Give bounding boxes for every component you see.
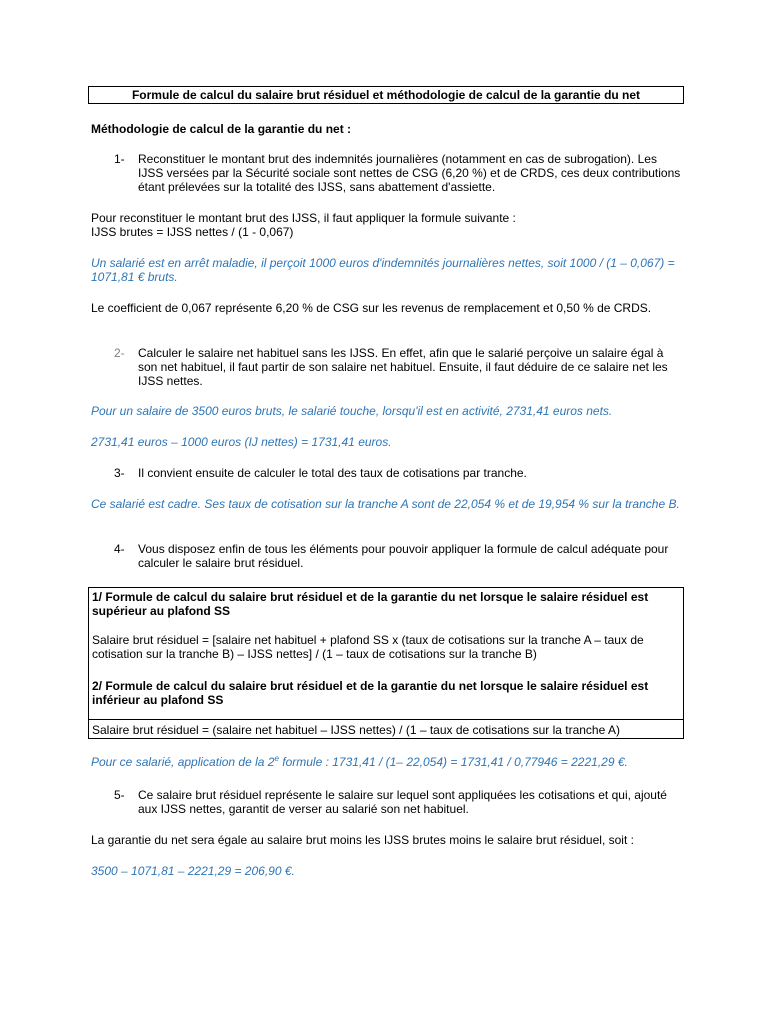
formula-intro: Pour reconstituer le montant brut des IJSS, il faut appliquer la formule suivante :	[91, 211, 516, 225]
formula-1: Salaire brut résiduel = [salaire net habituel + plafond SS x (taux de cotisations sur la tranche A – taux de cotisation sur la tranche B) – IJSS nettes] / (1 – taux de cotisations sur la tranche B)	[92, 633, 644, 661]
coefficient-note: Le coefficient de 0,067 représente 6,20 % de CSG sur les revenus de remplacement et 0,50 % de CRDS.	[91, 301, 652, 315]
example-net-salary: Pour un salaire de 3500 euros bruts, le salarié touche, lorsqu'il est en activité, 2731,41 euros nets.	[91, 404, 613, 418]
methodology-heading: Méthodologie de calcul de la garantie du net :	[91, 122, 352, 136]
step-number: 1-	[114, 152, 125, 166]
final-calculation: 3500 – 1071,81 – 2221,29 = 206,90 €.	[91, 864, 295, 878]
document-title: Formule de calcul du salaire brut résiduel et méthodologie de calcul de la garantie du net	[88, 86, 684, 104]
formula-ijss: IJSS brutes = IJSS nettes / (1 - 0,067)	[91, 225, 294, 239]
application-superscript: e	[274, 754, 279, 763]
formula-2: Salaire brut résiduel = (salaire net habituel – IJSS nettes) / (1 – taux de cotisations sur la tranche A)	[92, 723, 620, 737]
example-net-minus-ij: 2731,41 euros – 1000 euros (IJ nettes) = 1731,41 euros.	[91, 435, 392, 449]
step-number: 5-	[114, 788, 125, 802]
step-text: Ce salaire brut résiduel représente le salaire sur lequel sont appliquées les cotisations et qui, ajouté aux IJSS nettes, garantit de verser au salarié son net habituel.	[138, 788, 667, 816]
application-example	[91, 755, 681, 769]
step-text: Reconstituer le montant brut des indemnités journalières (notamment en cas de subrogation). Les IJSS versées par la Sécurité sociale sont nettes de CSG (6,20 %) et de CRDS, ces deux contributions étant prélevées sur la totalité des IJSS, sans abattement d'assiette.	[138, 152, 681, 194]
formula-divider	[89, 719, 683, 720]
step-text: Calculer le salaire net habituel sans les IJSS. En effet, afin que le salarié perçoive un salaire égal à son net habituel, il faut partir de son salaire net habituel. Ensuite, il faut déduire de ce salaire net les IJSS nettes.	[138, 346, 668, 388]
step-text: Il convient ensuite de calculer le total des taux de cotisations par tranche.	[138, 466, 527, 480]
step-number: 2-	[114, 346, 125, 360]
formula-heading-2: 2/ Formule de calcul du salaire brut résiduel et de la garantie du net lorsque le salaire résiduel est inférieur au plafond SS	[92, 679, 649, 707]
formula-heading-1: 1/ Formule de calcul du salaire brut résiduel et de la garantie du net lorsque le salaire résiduel est supérieur au plafond SS	[92, 590, 649, 618]
formula-box	[88, 587, 684, 739]
garantie-text: La garantie du net sera égale au salaire brut moins les IJSS brutes moins le salaire brut résiduel, soit :	[91, 833, 634, 847]
application-text: Pour ce salarié, application de la 2	[91, 755, 275, 769]
example-contribution-rates: Ce salarié est cadre. Ses taux de cotisation sur la tranche A sont de 22,054 % et de 19,954 % sur la tranche B.	[91, 497, 680, 511]
step-number: 4-	[114, 542, 125, 556]
step-number: 3-	[114, 466, 125, 480]
step-text: Vous disposez enfin de tous les éléments pour pouvoir appliquer la formule de calcul adéquate pour calculer le salaire brut résiduel.	[138, 542, 669, 570]
application-text-end: formule : 1731,41 / (1– 22,054) = 1731,41 / 0,77946 = 2221,29 €.	[278, 755, 628, 769]
example-ijss-calculation: Un salarié est en arrêt maladie, il perçoit 1000 euros d'indemnités journalières nettes, soit 1000 / (1 – 0,067) = 1071,81 € bruts.	[91, 256, 675, 284]
